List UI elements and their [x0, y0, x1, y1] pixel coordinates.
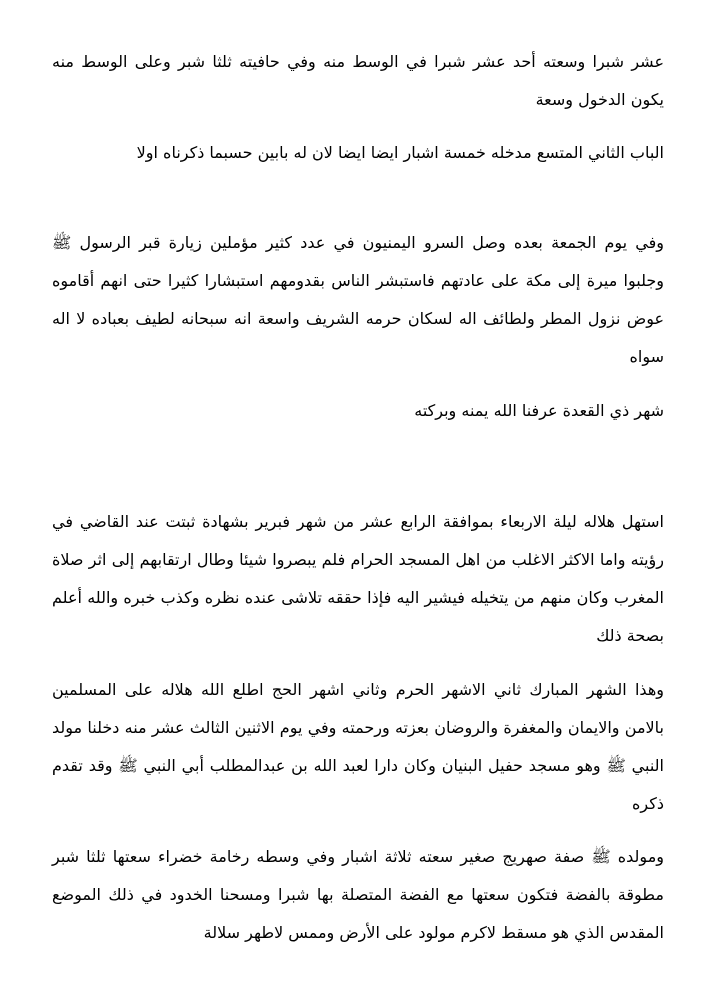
document-page	[52, 0, 664, 1000]
paragraph-7: ومولده ﷺ صفة صهريج صغير سعته ثلاثة اشبار وفي وسطه رخامة خضراء سعتها ثلثا شبر مطوقة بالفضة فتكون سعتها مع الفضة المتصلة بها شبرا ومسحنا الخدود في ذلك الموضع المقدس الذي هو مسقط لاكرم مولود على الأرض وممس لاطهر سلالة	[52, 847, 664, 942]
paragraph-2: الباب الثاني المتسع مدخله خمسة اشبار ايضا ايضا لان له بابين حسبما ذكرناه اولا	[136, 143, 664, 162]
paragraph-5: استهل هلاله ليلة الاربعاء بموافقة الرابع عشر من شهر فبرير بشهادة ثبتت عند القاضي في رؤيته واما الاكثر الاغلب من اهل المسجد الحرام فلم يبصروا شيئا وطال ارتقابهم إلى اثر صلاة المغرب وكان منهم من يتخيله فيشير اليه فإذا حققه تلاشى عنده نظره وكذب خبره والله أعلم بصحة ذلك	[52, 512, 664, 645]
paragraph-4-month-heading: شهر ذي القعدة عرفنا الله يمنه وبركته	[414, 401, 664, 420]
paragraph-1: عشر شبرا وسعته أحد عشر شبرا في الوسط منه وفي حافيته ثلثا شبر وعلى الوسط منه يكون الدخول وسعة	[52, 52, 664, 109]
paragraph-3: وفي يوم الجمعة بعده وصل السرو اليمنيون في عدد كثير مؤملين زيارة قبر الرسول ﷺ وجلبوا ميرة إلى مكة على عادتهم فاستبشر الناس بقدومهم استبشارا كثيرا حتى انهم أقاموه عوض نزول المطر ولطائف اله لسكان حرمه الشريف واسعة انه سبحانه لطيف بعباده لا اله سواه	[52, 233, 664, 366]
paragraph-6: وهذا الشهر المبارك ثاني الاشهر الحرم وثاني اشهر الحج اطلع الله هلاله على المسلمين بالامن والايمان والمغفرة والروضان بعزته ورحمته وفي يوم الاثنين الثالث عشر منه دخلنا مولد النبي ﷺ وهو مسجد حفيل البنيان وكان دارا لعبد الله بن عبدالمطلب أبي النبي ﷺ وقد تقدم ذكره	[52, 680, 664, 813]
